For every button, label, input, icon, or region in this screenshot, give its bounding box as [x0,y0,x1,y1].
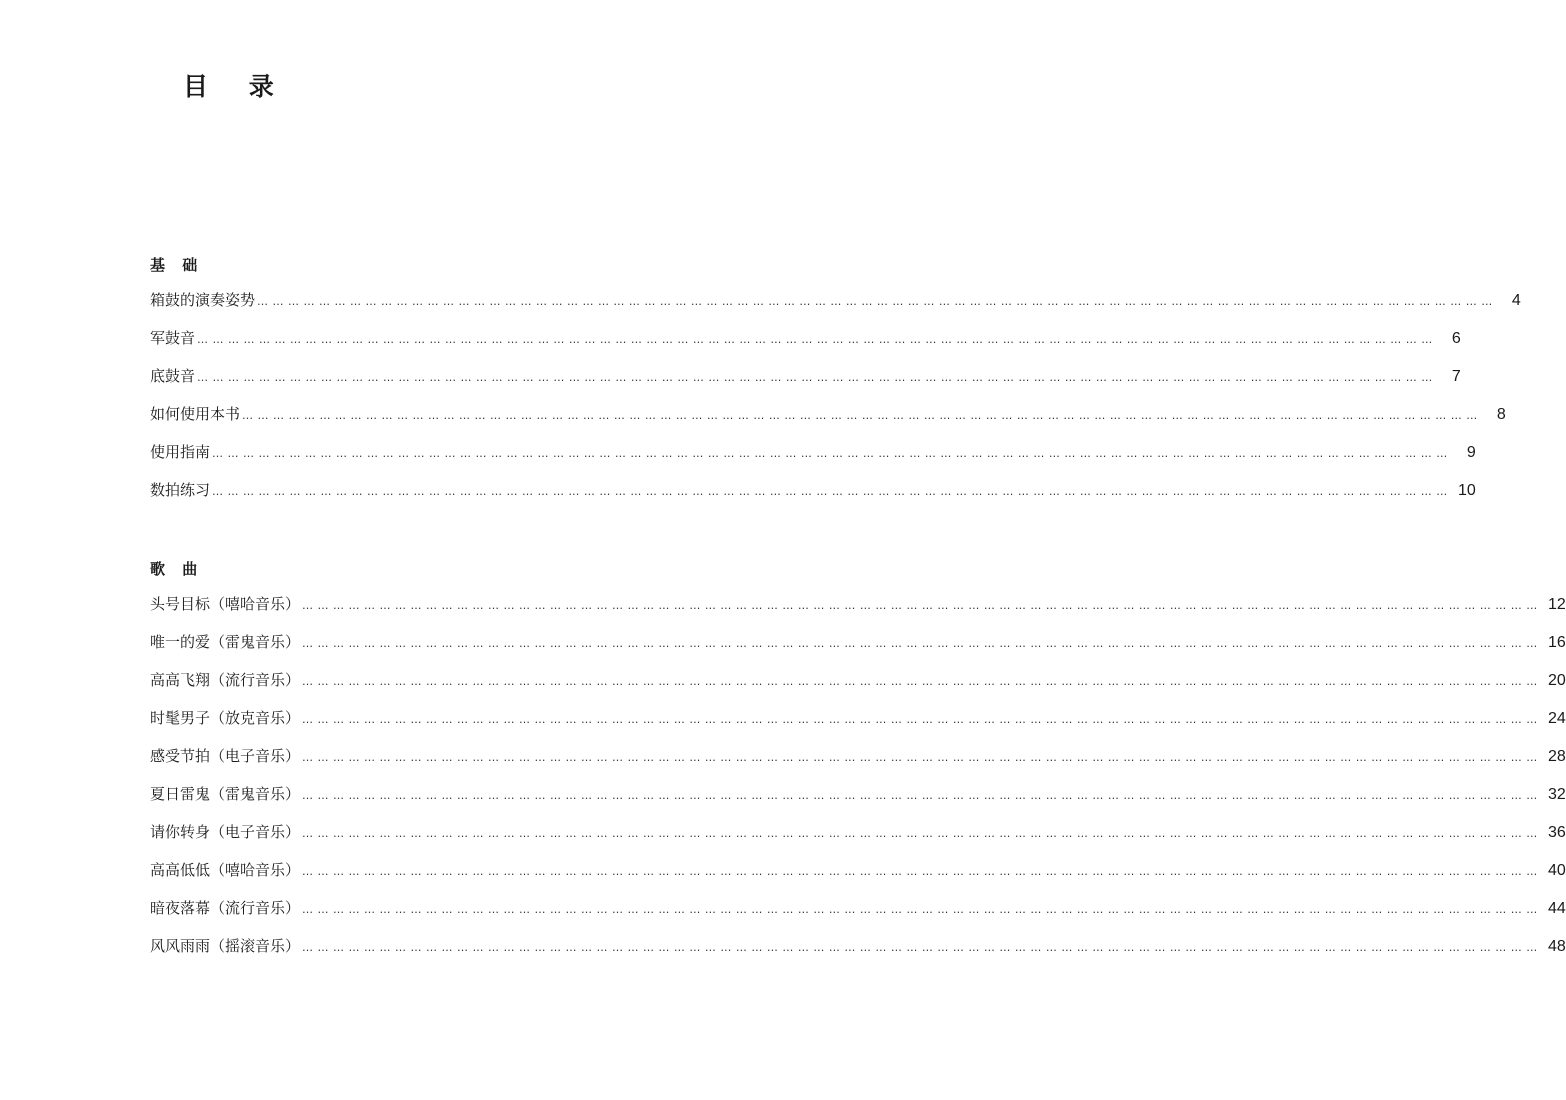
toc-entry-page: 28 [1547,748,1566,765]
dot-leader: … … … … … … … … … … … … … … … … … … … … … … … … … … … … … … … … … … … … … … … … … … … … … … … … … … … … … … … … … … … … … … … … … … … … … … … … … … … … … … … … [257,295,1493,308]
toc-section-basics [150,252,1521,515]
toc-entry-page: 24 [1547,710,1566,727]
toc-entry-title: 底鼓音 [150,367,196,385]
toc-entry[interactable] [150,439,1476,477]
toc-entry-title: 感受节拍（电子音乐） [150,747,301,765]
toc-entry-page: 4 [1511,292,1521,309]
dot-leader: … … … … … … … … … … … … … … … … … … … … … … … … … … … … … … … … … … … … … … … … … … … … … … … … … … … … … … … … … … … … … … … … … … … … … … … … … … … … … … … … [197,371,1433,384]
toc-entry[interactable] [150,667,1566,705]
toc-entry[interactable] [150,325,1461,363]
toc-list [150,591,1566,971]
toc-entry-title: 如何使用本书 [150,405,241,423]
toc-entry-title: 时髦男子（放克音乐） [150,709,301,727]
section-heading: 基 础 [150,256,204,274]
toc-entry-page: 36 [1547,824,1566,841]
toc-entry-title: 高高飞翔（流行音乐） [150,671,301,689]
dot-leader: … … … … … … … … … … … … … … … … … … … … … … … … … … … … … … … … … … … … … … … … … … … … … … … … … … … … … … … … … … … … … … … … … … … … … … … … … … … … … … … … [302,865,1538,878]
toc-entry[interactable] [150,477,1476,515]
toc-entry[interactable] [150,591,1566,629]
dot-leader: … … … … … … … … … … … … … … … … … … … … … … … … … … … … … … … … … … … … … … … … … … … … … … … … … … … … … … … … … … … … … … … … … … … … … … … … … … … … … … … … [242,409,1478,422]
dot-leader: … … … … … … … … … … … … … … … … … … … … … … … … … … … … … … … … … … … … … … … … … … … … … … … … … … … … … … … … … … … … … … … … … … … … … … … … … … … … … … … … [302,789,1538,802]
section-heading: 歌 曲 [150,560,204,578]
toc-entry-title: 高高低低（嘻哈音乐） [150,861,301,879]
toc-entry[interactable] [150,705,1566,743]
toc-entry-title: 使用指南 [150,443,211,461]
toc-entry-title: 唯一的爱（雷鬼音乐） [150,633,301,651]
toc-entry[interactable] [150,781,1566,819]
toc-entry[interactable] [150,287,1521,325]
dot-leader: … … … … … … … … … … … … … … … … … … … … … … … … … … … … … … … … … … … … … … … … … … … … … … … … … … … … … … … … … … … … … … … … … … … … … … … … … … … … … … … … [302,903,1538,916]
toc-entry-page: 44 [1547,900,1566,917]
toc-entry-page: 7 [1451,368,1461,385]
toc-entry-page: 12 [1547,596,1566,613]
toc-entry-title: 头号目标（嘻哈音乐） [150,595,301,613]
toc-entry-title: 暗夜落幕（流行音乐） [150,899,301,917]
toc-entry-title: 风风雨雨（摇滚音乐） [150,937,301,955]
toc-entry-page: 32 [1547,786,1566,803]
toc-entry-title: 箱鼓的演奏姿势 [150,291,256,309]
toc-entry-title: 夏日雷鬼（雷鬼音乐） [150,785,301,803]
toc-entry-page: 9 [1466,444,1476,461]
toc-entry-title: 军鼓音 [150,329,196,347]
toc-entry[interactable] [150,401,1506,439]
dot-leader: … … … … … … … … … … … … … … … … … … … … … … … … … … … … … … … … … … … … … … … … … … … … … … … … … … … … … … … … … … … … … … … … … … … … … … … … … … … … … … … … [197,333,1433,346]
toc-entry-page: 8 [1496,406,1506,423]
toc-entry-page: 6 [1451,330,1461,347]
toc-entry[interactable] [150,743,1566,781]
toc-entry[interactable] [150,819,1566,857]
toc-list [150,287,1521,515]
toc-entry-page: 10 [1457,482,1476,499]
dot-leader: … … … … … … … … … … … … … … … … … … … … … … … … … … … … … … … … … … … … … … … … … … … … … … … … … … … … … … … … … … … … … … … … … … … … … … … … … … … … … … … … [212,485,1448,498]
toc-entry-title: 请你转身（电子音乐） [150,823,301,841]
toc-entry[interactable] [150,895,1566,933]
dot-leader: … … … … … … … … … … … … … … … … … … … … … … … … … … … … … … … … … … … … … … … … … … … … … … … … … … … … … … … … … … … … … … … … … … … … … … … … … … … … … … … … [302,675,1538,688]
dot-leader: … … … … … … … … … … … … … … … … … … … … … … … … … … … … … … … … … … … … … … … … … … … … … … … … … … … … … … … … … … … … … … … … … … … … … … … … … … … … … … … … [302,827,1538,840]
toc-entry-page: 48 [1547,938,1566,955]
dot-leader: … … … … … … … … … … … … … … … … … … … … … … … … … … … … … … … … … … … … … … … … … … … … … … … … … … … … … … … … … … … … … … … … … … … … … … … … … … … … … … … … [212,447,1448,460]
toc-entry[interactable] [150,629,1566,667]
toc-entry[interactable] [150,363,1461,401]
page-title: 目 录 [183,72,290,101]
toc-entry[interactable] [150,857,1566,895]
dot-leader: … … … … … … … … … … … … … … … … … … … … … … … … … … … … … … … … … … … … … … … … … … … … … … … … … … … … … … … … … … … … … … … … … … … … … … … … … … … … … … … … [302,599,1538,612]
dot-leader: … … … … … … … … … … … … … … … … … … … … … … … … … … … … … … … … … … … … … … … … … … … … … … … … … … … … … … … … … … … … … … … … … … … … … … … … … … … … … … … … [302,941,1538,954]
dot-leader: … … … … … … … … … … … … … … … … … … … … … … … … … … … … … … … … … … … … … … … … … … … … … … … … … … … … … … … … … … … … … … … … … … … … … … … … … … … … … … … … [302,637,1538,650]
toc-entry-title: 数拍练习 [150,481,211,499]
toc-section-songs [150,556,1566,971]
toc-entry-page: 20 [1547,672,1566,689]
dot-leader: … … … … … … … … … … … … … … … … … … … … … … … … … … … … … … … … … … … … … … … … … … … … … … … … … … … … … … … … … … … … … … … … … … … … … … … … … … … … … … … … [302,713,1538,726]
toc-entry-page: 40 [1547,862,1566,879]
toc-entry-page: 16 [1547,634,1566,651]
dot-leader: … … … … … … … … … … … … … … … … … … … … … … … … … … … … … … … … … … … … … … … … … … … … … … … … … … … … … … … … … … … … … … … … … … … … … … … … … … … … … … … … [302,751,1538,764]
toc-entry[interactable] [150,933,1566,971]
